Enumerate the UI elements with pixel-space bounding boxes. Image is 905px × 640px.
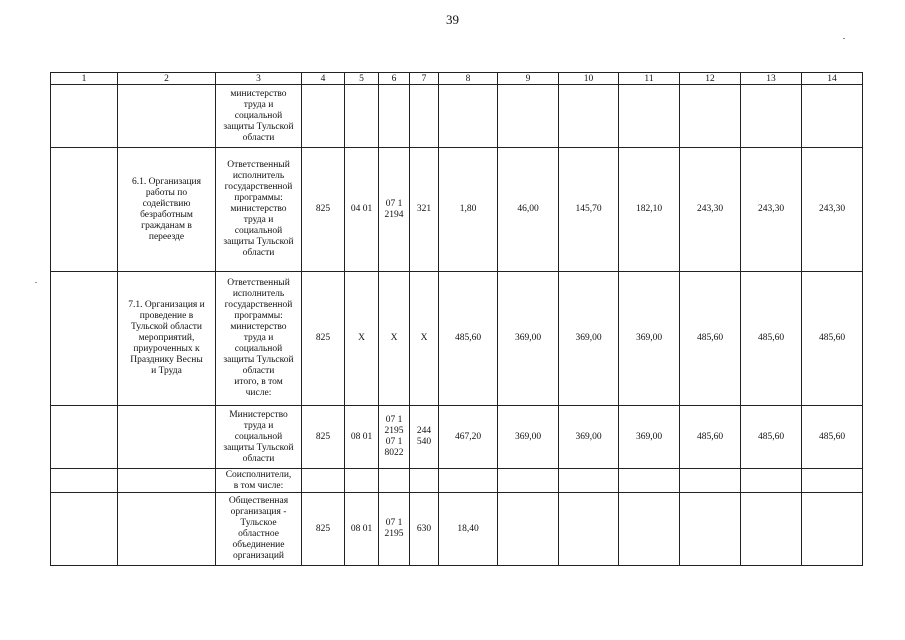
table-cell: 1,80 [439, 148, 498, 272]
table-cell [302, 85, 345, 148]
table-cell: 369,00 [498, 272, 559, 406]
table-cell: 243,30 [802, 148, 863, 272]
measure-cell [118, 406, 216, 469]
table-cell: 08 01 [345, 493, 379, 566]
table-cell: 369,00 [498, 406, 559, 469]
table-cell [741, 493, 802, 566]
executor-cell: Ответственный исполнитель государственной программы: министерство труда и социальной защиты Тульской области итого, в том числе: [216, 272, 302, 406]
table-cell [439, 469, 498, 493]
table-cell [439, 85, 498, 148]
header-cell: 2 [118, 73, 216, 85]
table-cell [559, 493, 619, 566]
header-cell: 5 [345, 73, 379, 85]
header-cell: 9 [498, 73, 559, 85]
table-cell [619, 469, 680, 493]
table-cell [498, 493, 559, 566]
table-cell [680, 493, 741, 566]
table-cell: 485,60 [680, 406, 741, 469]
table-cell: 369,00 [559, 272, 619, 406]
executor-cell: Министерство труда и социальной защиты Тульской области [216, 406, 302, 469]
table-row [51, 272, 863, 406]
measure-cell [118, 85, 216, 148]
table-cell [51, 272, 118, 406]
measure-cell: 6.1. Организация работы по содействию безработным гражданам в переезде [118, 148, 216, 272]
header-cell: 11 [619, 73, 680, 85]
table-cell [498, 469, 559, 493]
executor-cell: Ответственный исполнитель государственной программы: министерство труда и социальной защиты Тульской области [216, 148, 302, 272]
table-cell: 369,00 [619, 272, 680, 406]
header-cell: 13 [741, 73, 802, 85]
table-cell [51, 85, 118, 148]
table-cell [741, 469, 802, 493]
table-cell: 369,00 [559, 406, 619, 469]
measure-cell [118, 469, 216, 493]
table-cell: 07 1 2195 07 1 8022 [379, 406, 410, 469]
table-cell: 825 [302, 272, 345, 406]
table-cell: 182,10 [619, 148, 680, 272]
table-cell: 485,60 [439, 272, 498, 406]
table-cell [410, 85, 439, 148]
table-cell: 825 [302, 148, 345, 272]
table-cell: 145,70 [559, 148, 619, 272]
table-row [51, 469, 863, 493]
table-cell [802, 85, 863, 148]
table-cell [302, 469, 345, 493]
header-cell: 4 [302, 73, 345, 85]
table-cell [51, 493, 118, 566]
scan-speck [35, 282, 37, 283]
page-number: 39 [446, 12, 459, 27]
table-cell: 369,00 [619, 406, 680, 469]
table-cell: 243,30 [741, 148, 802, 272]
measure-cell [118, 493, 216, 566]
table-cell: 321 [410, 148, 439, 272]
table-cell: 485,60 [680, 272, 741, 406]
header-row [51, 73, 863, 85]
table-cell [680, 85, 741, 148]
header-cell: 7 [410, 73, 439, 85]
table-cell: 825 [302, 406, 345, 469]
table-cell: 485,60 [741, 406, 802, 469]
header-cell: 6 [379, 73, 410, 85]
header-cell: 8 [439, 73, 498, 85]
table-cell: 04 01 [345, 148, 379, 272]
table-cell: X [345, 272, 379, 406]
table-cell [741, 85, 802, 148]
table-cell: 07 1 2194 [379, 148, 410, 272]
table-cell: 630 [410, 493, 439, 566]
table-row [51, 406, 863, 469]
header-cell: 10 [559, 73, 619, 85]
table-cell: 485,60 [802, 272, 863, 406]
table-cell: 825 [302, 493, 345, 566]
header-cell: 12 [680, 73, 741, 85]
table-cell [559, 85, 619, 148]
executor-cell: министерство труда и социальной защиты Тульской области [216, 85, 302, 148]
table-cell [51, 406, 118, 469]
table-cell [802, 493, 863, 566]
table-row [51, 493, 863, 566]
table-cell: 08 01 [345, 406, 379, 469]
header-cell: 3 [216, 73, 302, 85]
table-cell [680, 469, 741, 493]
table-cell: 46,00 [498, 148, 559, 272]
table-cell [802, 469, 863, 493]
table-cell [410, 469, 439, 493]
table-cell [345, 469, 379, 493]
table-cell: 07 1 2195 [379, 493, 410, 566]
table-cell: 485,60 [741, 272, 802, 406]
budget-table [50, 72, 863, 566]
table-cell [51, 148, 118, 272]
table-cell [619, 85, 680, 148]
table-row [51, 148, 863, 272]
measure-cell: 7.1. Организация и проведение в Тульской области мероприятий, приуроченных к Празднику Весны и Труда [118, 272, 216, 406]
table-cell: 18,40 [439, 493, 498, 566]
header-cell: 1 [51, 73, 118, 85]
table-cell [345, 85, 379, 148]
scan-speck [843, 38, 845, 39]
table-cell: 485,60 [802, 406, 863, 469]
table-cell [379, 85, 410, 148]
table-row [51, 85, 863, 148]
table-cell: 467,20 [439, 406, 498, 469]
table-cell [51, 469, 118, 493]
table-cell: X [379, 272, 410, 406]
table-cell [559, 469, 619, 493]
table-cell: X [410, 272, 439, 406]
table-cell [498, 85, 559, 148]
executor-cell: Общественная организация - Тульское областное объединение организаций [216, 493, 302, 566]
table-cell [619, 493, 680, 566]
table-cell: 243,30 [680, 148, 741, 272]
executor-cell: Соисполнители, в том числе: [216, 469, 302, 493]
header-cell: 14 [802, 73, 863, 85]
table-cell [379, 469, 410, 493]
table-cell: 244 540 [410, 406, 439, 469]
